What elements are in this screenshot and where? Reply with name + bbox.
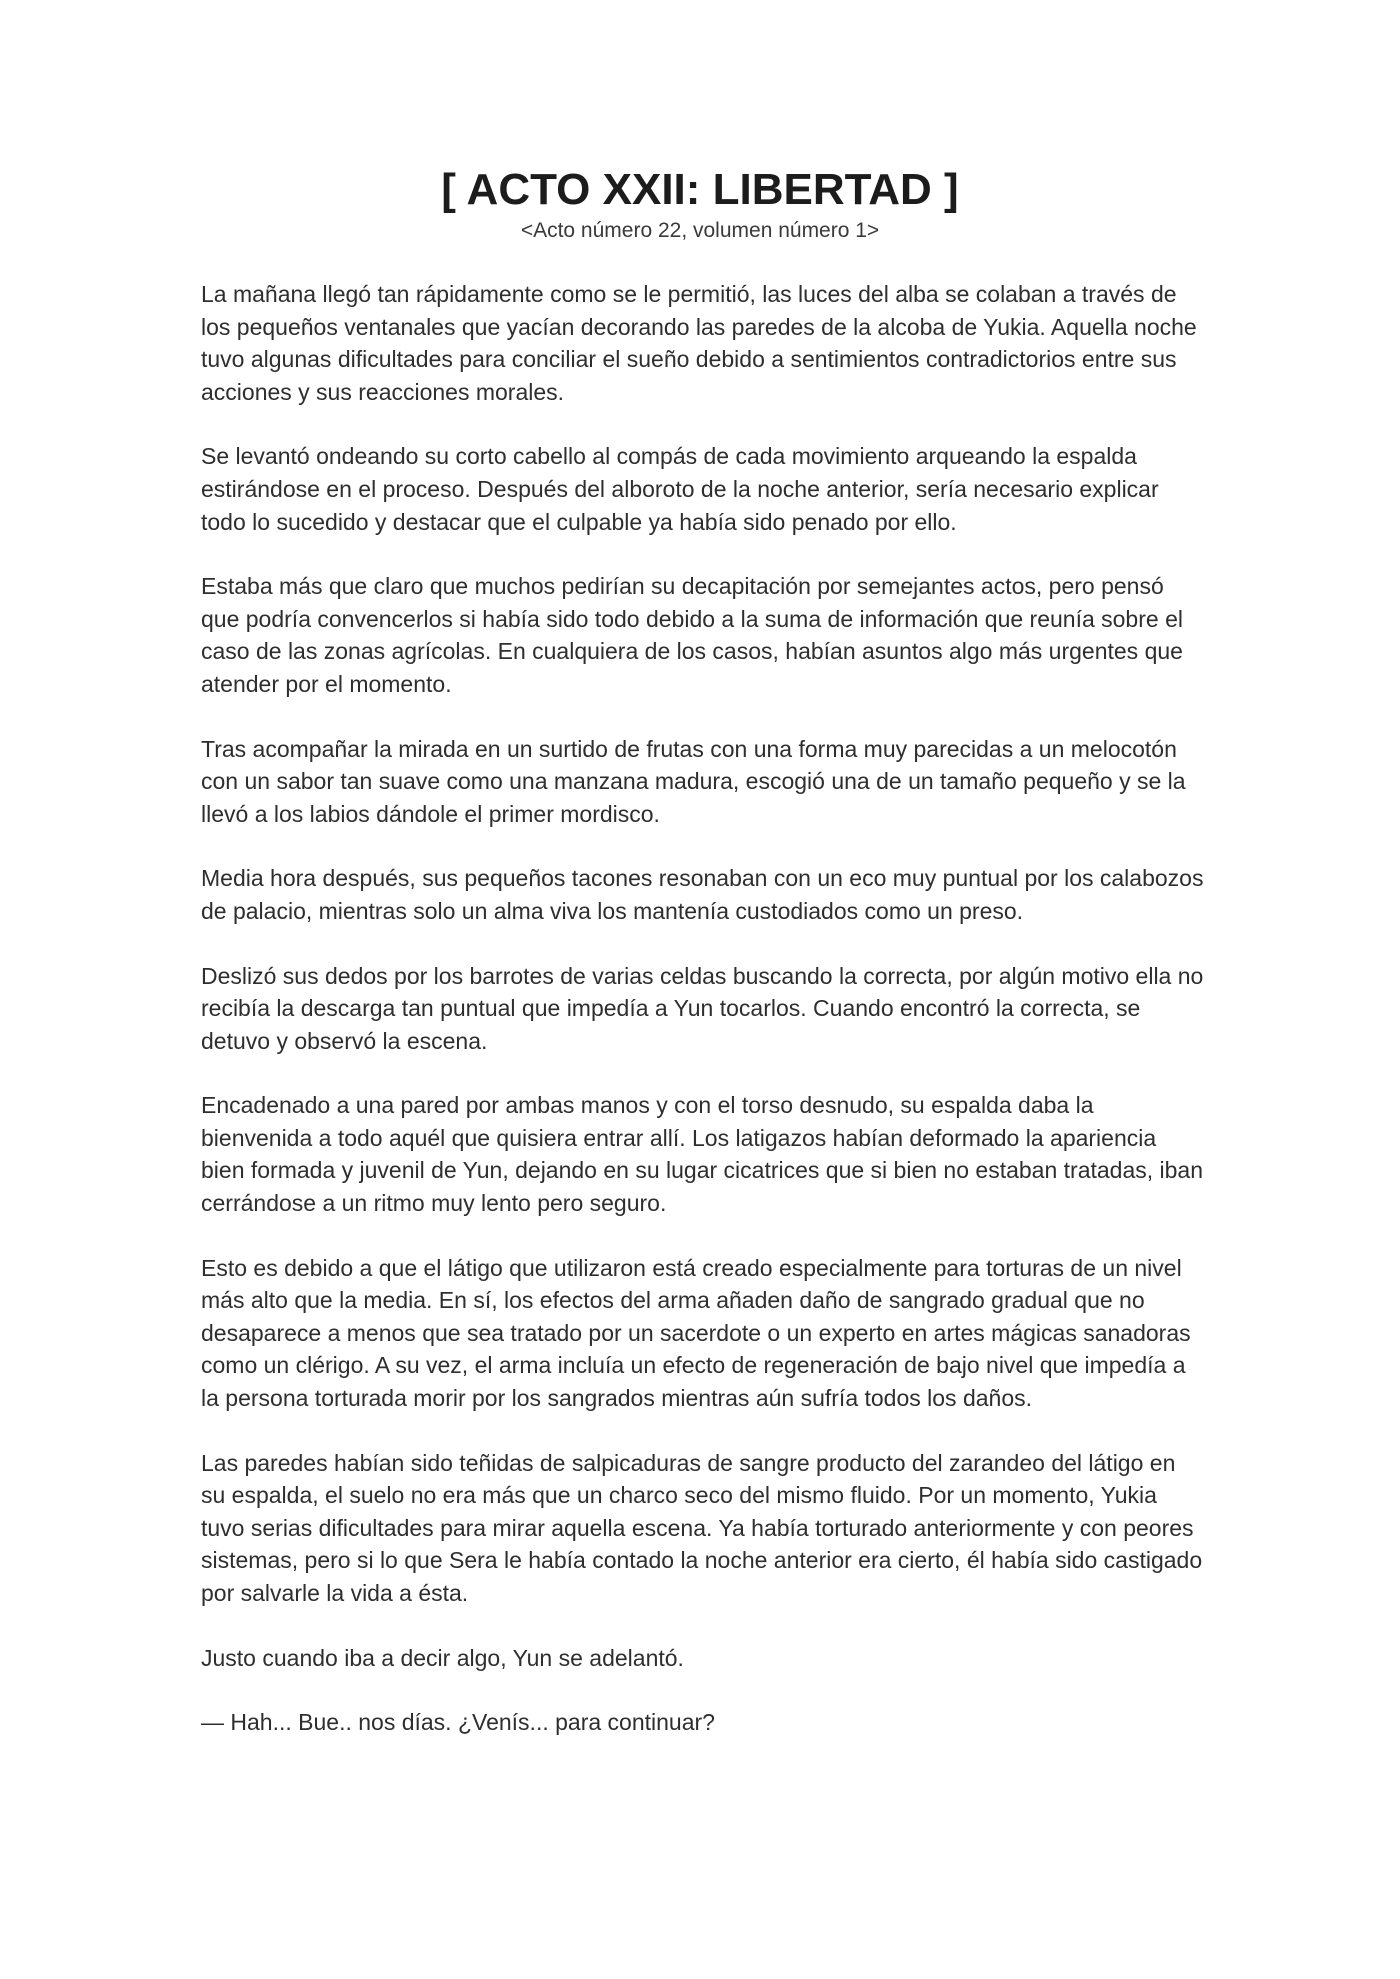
paragraph-3: Estaba más que claro que muchos pedirían su decapitación por semejantes actos, pero pensó que podría convencerlos si había sido todo debido a la suma de información que reunía sobre el caso de las zonas agrícolas. En cualquiera de los casos, habían asuntos algo más urgentes que atender por el momento. (201, 573, 1183, 697)
paragraph-5: Media hora después, sus pequeños tacones resonaban con un eco muy puntual por los calabozos de palacio, mientras solo un alma viva los mantenía custodiados como un preso. (201, 865, 1204, 924)
paragraph-6: Deslizó sus dedos por los barrotes de varias celdas buscando la correcta, por algún motivo ella no recibía la descarga tan puntual que impedía a Yun tocarlos. Cuando encontró la correcta, se detuvo y observó la escena. (201, 962, 1204, 1054)
paragraph-2: Se levantó ondeando su corto cabello al compás de cada movimiento arqueando la espalda estirándose en el proceso. Después del alboroto de la noche anterior, sería necesario explicar todo lo sucedido y destacar que el culpable ya había sido penado por ello. (201, 443, 1159, 535)
dialogue-line: — Hah... Bue.. nos días. ¿Venís... para continuar? (201, 1709, 715, 1736)
body-text (201, 278, 1206, 1739)
page-title: [ ACTO XXII: LIBERTAD ] (441, 165, 959, 214)
paragraph-9: Las paredes habían sido teñidas de salpicaduras de sangre producto del zarandeo del látigo en su espalda, el suelo no era más que un charco seco del mismo fluido. Por un momento, Yukia tuvo serias dificultades para mirar aquella escena. Ya había torturado anteriormente y con peores sistemas, pero si lo que Sera le había contado la noche anterior era cierto, él había sido castigado por salvarle la vida a ésta. (201, 1449, 1203, 1606)
paragraph-4: Tras acompañar la mirada en un surtido de frutas con una forma muy parecidas a un melocotón con un sabor tan suave como una manzana madura, escogió una de un tamaño pequeño y se la llevó a los labios dándole el primer mordisco. (201, 735, 1186, 827)
paragraph-7: Encadenado a una pared por ambas manos y con el torso desnudo, su espalda daba la bienvenida a todo aquél que quisiera entrar allí. Los latigazos habían deformado la apariencia bien formada y juvenil de Yun, dejando en su lugar cicatrices que si bien no estaban tratadas, iban cerrándose a un ritmo muy lento pero seguro. (201, 1092, 1204, 1217)
paragraph-10: Justo cuando iba a decir algo, Yun se adelantó. (201, 1644, 684, 1671)
page-subtitle: <Acto número 22, volumen número 1> (520, 219, 880, 242)
paragraph-1: La mañana llegó tan rápidamente como se le permitió, las luces del alba se colaban a través de los pequeños ventanales que yacían decorando las paredes de la alcoba de Yukia. Aquella noche tuvo algunas dificultades para conciliar el sueño debido a sentimientos contradictorios entre sus acciones y sus reacciones morales. (201, 281, 1197, 405)
paragraph-8: Esto es debido a que el látigo que utilizaron está creado especialmente para torturas de un nivel más alto que la media. En sí, los efectos del arma añaden daño de sangrado gradual que no desaparece a menos que sea tratado por un sacerdote o un experto en artes mágicas sanadoras como un clérigo. A su vez, el arma incluía un efecto de regeneración de bajo nivel que impedía a la persona torturada morir por los sangrados mientras aún sufría todos los daños. (201, 1254, 1191, 1412)
